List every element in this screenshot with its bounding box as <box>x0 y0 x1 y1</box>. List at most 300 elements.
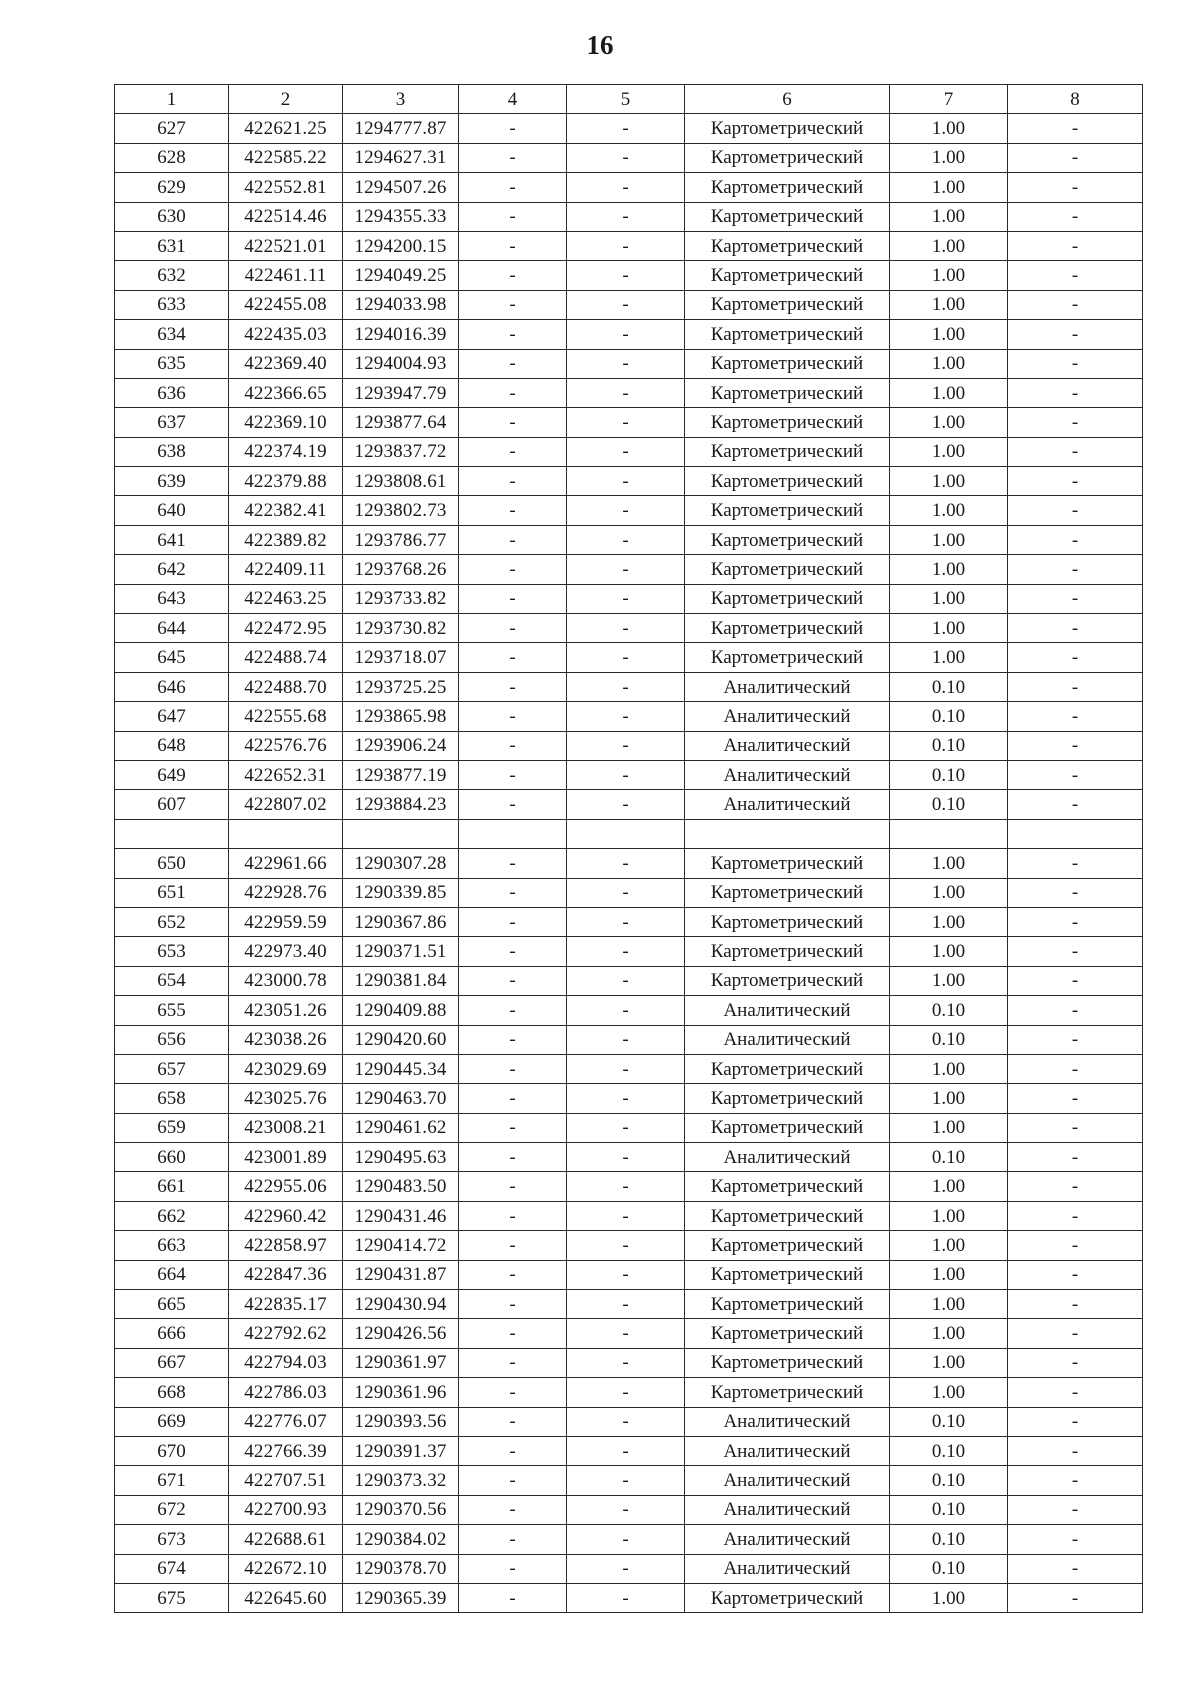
cell-method: Картометрический <box>685 1201 890 1230</box>
cell-col-4: - <box>459 1054 567 1083</box>
cell-y-coordinate: 1290461.62 <box>343 1113 459 1142</box>
cell-point-number: 647 <box>115 702 229 731</box>
cell-col-4: - <box>459 1348 567 1377</box>
cell-method: Аналитический <box>685 1436 890 1465</box>
cell-point-number: 632 <box>115 261 229 290</box>
cell-col-4: - <box>459 1319 567 1348</box>
cell-method: Картометрический <box>685 202 890 231</box>
cell-y-coordinate: 1290445.34 <box>343 1054 459 1083</box>
cell-x-coordinate: 422707.51 <box>229 1466 343 1495</box>
cell-col-4: - <box>459 202 567 231</box>
table-row <box>115 114 1143 143</box>
cell-method: Аналитический <box>685 996 890 1025</box>
cell-accuracy: 1.00 <box>890 555 1008 584</box>
cell-col-5: - <box>567 966 685 995</box>
cell-point-number: 656 <box>115 1025 229 1054</box>
cell-accuracy: 1.00 <box>890 1084 1008 1113</box>
cell-y-coordinate: 1290391.37 <box>343 1436 459 1465</box>
table-row <box>115 1290 1143 1319</box>
cell-col-4: - <box>459 525 567 554</box>
table-row <box>115 1260 1143 1289</box>
cell-col-8: - <box>1008 1378 1143 1407</box>
table-row <box>115 1025 1143 1054</box>
table-row <box>115 555 1143 584</box>
cell-point-number: 659 <box>115 1113 229 1142</box>
cell-x-coordinate: 422786.03 <box>229 1378 343 1407</box>
cell-col-8: - <box>1008 349 1143 378</box>
cell-y-coordinate: 1290483.50 <box>343 1172 459 1201</box>
cell-col-4: - <box>459 290 567 319</box>
cell-x-coordinate: 422955.06 <box>229 1172 343 1201</box>
cell-method: Картометрический <box>685 966 890 995</box>
cell-y-coordinate: 1290381.84 <box>343 966 459 995</box>
cell-col-8: - <box>1008 525 1143 554</box>
cell-accuracy: 1.00 <box>890 202 1008 231</box>
cell-col-4: - <box>459 760 567 789</box>
cell-col-8: - <box>1008 1260 1143 1289</box>
cell-col-5: - <box>567 907 685 936</box>
cell-y-coordinate: 1290463.70 <box>343 1084 459 1113</box>
cell-col-8: - <box>1008 173 1143 202</box>
cell-col-4: - <box>459 907 567 936</box>
cell-method: Картометрический <box>685 1378 890 1407</box>
cell-accuracy: 0.10 <box>890 702 1008 731</box>
table-row <box>115 1054 1143 1083</box>
cell-x-coordinate: 422382.41 <box>229 496 343 525</box>
cell-y-coordinate: 1294777.87 <box>343 114 459 143</box>
cell-y-coordinate: 1290393.56 <box>343 1407 459 1436</box>
cell-col-8: - <box>1008 1436 1143 1465</box>
cell-col-5: - <box>567 702 685 731</box>
cell-x-coordinate: 422960.42 <box>229 1201 343 1230</box>
cell-x-coordinate: 422973.40 <box>229 937 343 966</box>
table-body <box>115 114 1143 1613</box>
cell-accuracy: 1.00 <box>890 614 1008 643</box>
cell-col-5: - <box>567 1378 685 1407</box>
table-row <box>115 643 1143 672</box>
cell-x-coordinate <box>229 819 343 848</box>
table-row <box>115 1466 1143 1495</box>
table-row <box>115 408 1143 437</box>
cell-y-coordinate: 1293808.61 <box>343 467 459 496</box>
cell-point-number: 639 <box>115 467 229 496</box>
cell-col-5: - <box>567 1143 685 1172</box>
cell-accuracy: 0.10 <box>890 1495 1008 1524</box>
cell-col-5: - <box>567 1525 685 1554</box>
cell-col-8: - <box>1008 1172 1143 1201</box>
cell-y-coordinate: 1290365.39 <box>343 1583 459 1612</box>
cell-col-4: - <box>459 1260 567 1289</box>
cell-accuracy: 1.00 <box>890 349 1008 378</box>
cell-y-coordinate: 1293865.98 <box>343 702 459 731</box>
cell-col-8: - <box>1008 1525 1143 1554</box>
table-row <box>115 1436 1143 1465</box>
cell-x-coordinate: 423038.26 <box>229 1025 343 1054</box>
cell-point-number: 628 <box>115 143 229 172</box>
table-row <box>115 584 1143 613</box>
cell-accuracy: 1.00 <box>890 1172 1008 1201</box>
cell-col-8: - <box>1008 937 1143 966</box>
cell-point-number: 653 <box>115 937 229 966</box>
table-row <box>115 496 1143 525</box>
cell-accuracy: 1.00 <box>890 114 1008 143</box>
cell-col-8: - <box>1008 672 1143 701</box>
cell-col-8: - <box>1008 790 1143 819</box>
cell-col-8: - <box>1008 378 1143 407</box>
cell-col-8: - <box>1008 1290 1143 1319</box>
cell-col-5: - <box>567 1231 685 1260</box>
cell-col-5: - <box>567 1436 685 1465</box>
cell-accuracy: 1.00 <box>890 1054 1008 1083</box>
cell-col-8: - <box>1008 143 1143 172</box>
cell-method: Аналитический <box>685 1025 890 1054</box>
cell-y-coordinate: 1290384.02 <box>343 1525 459 1554</box>
cell-x-coordinate: 422835.17 <box>229 1290 343 1319</box>
cell-y-coordinate: 1294355.33 <box>343 202 459 231</box>
cell-col-5: - <box>567 1260 685 1289</box>
cell-x-coordinate: 422807.02 <box>229 790 343 819</box>
cell-accuracy: 1.00 <box>890 1290 1008 1319</box>
cell-point-number: 672 <box>115 1495 229 1524</box>
cell-col-8: - <box>1008 231 1143 260</box>
cell-accuracy: 1.00 <box>890 290 1008 319</box>
cell-col-5: - <box>567 1172 685 1201</box>
cell-x-coordinate: 423051.26 <box>229 996 343 1025</box>
cell-col-8: - <box>1008 1319 1143 1348</box>
cell-method: Картометрический <box>685 173 890 202</box>
cell-x-coordinate: 422555.68 <box>229 702 343 731</box>
cell-method: Аналитический <box>685 731 890 760</box>
table-row <box>115 849 1143 878</box>
cell-x-coordinate: 422585.22 <box>229 143 343 172</box>
cell-col-5: - <box>567 1054 685 1083</box>
cell-point-number: 634 <box>115 320 229 349</box>
cell-x-coordinate: 422552.81 <box>229 173 343 202</box>
cell-col-5: - <box>567 1348 685 1377</box>
cell-col-8: - <box>1008 849 1143 878</box>
cell-point-number: 629 <box>115 173 229 202</box>
cell-col-5: - <box>567 1113 685 1142</box>
cell-col-8: - <box>1008 1466 1143 1495</box>
cell-y-coordinate: 1293768.26 <box>343 555 459 584</box>
cell-col-8: - <box>1008 496 1143 525</box>
cell-col-4: - <box>459 496 567 525</box>
cell-col-4: - <box>459 1495 567 1524</box>
cell-method: Аналитический <box>685 702 890 731</box>
cell-col-8: - <box>1008 1495 1143 1524</box>
cell-y-coordinate: 1290431.46 <box>343 1201 459 1230</box>
table-row <box>115 1525 1143 1554</box>
cell-method: Картометрический <box>685 408 890 437</box>
cell-col-4: - <box>459 114 567 143</box>
cell-col-5: - <box>567 349 685 378</box>
cell-point-number: 630 <box>115 202 229 231</box>
table-row <box>115 1113 1143 1142</box>
cell-col-5: - <box>567 1495 685 1524</box>
cell-method: Аналитический <box>685 1525 890 1554</box>
cell-method: Картометрический <box>685 555 890 584</box>
cell-col-4: - <box>459 1554 567 1583</box>
cell-x-coordinate: 422792.62 <box>229 1319 343 1348</box>
cell-col-8: - <box>1008 584 1143 613</box>
cell-accuracy: 1.00 <box>890 143 1008 172</box>
cell-method: Картометрический <box>685 496 890 525</box>
cell-x-coordinate: 422488.74 <box>229 643 343 672</box>
cell-point-number: 645 <box>115 643 229 672</box>
cell-col-4: - <box>459 1172 567 1201</box>
table-row <box>115 731 1143 760</box>
cell-col-8: - <box>1008 996 1143 1025</box>
cell-col-5: - <box>567 1554 685 1583</box>
cell-x-coordinate: 422369.10 <box>229 408 343 437</box>
cell-y-coordinate: 1290431.87 <box>343 1260 459 1289</box>
cell-col-8: - <box>1008 408 1143 437</box>
cell-method: Картометрический <box>685 643 890 672</box>
cell-col-4: - <box>459 261 567 290</box>
cell-col-8: - <box>1008 1554 1143 1583</box>
cell-col-4: - <box>459 1084 567 1113</box>
header-cell-7: 7 <box>890 85 1008 114</box>
cell-col-5 <box>567 819 685 848</box>
cell-point-number: 654 <box>115 966 229 995</box>
cell-y-coordinate: 1290430.94 <box>343 1290 459 1319</box>
cell-method: Картометрический <box>685 1260 890 1289</box>
cell-x-coordinate: 422389.82 <box>229 525 343 554</box>
cell-col-5: - <box>567 672 685 701</box>
cell-y-coordinate: 1293718.07 <box>343 643 459 672</box>
cell-col-4: - <box>459 555 567 584</box>
cell-point-number: 667 <box>115 1348 229 1377</box>
cell-point-number: 644 <box>115 614 229 643</box>
cell-x-coordinate: 422776.07 <box>229 1407 343 1436</box>
cell-x-coordinate: 422766.39 <box>229 1436 343 1465</box>
table-row <box>115 525 1143 554</box>
cell-col-8: - <box>1008 731 1143 760</box>
cell-col-4: - <box>459 467 567 496</box>
cell-col-8: - <box>1008 1025 1143 1054</box>
cell-accuracy: 1.00 <box>890 1378 1008 1407</box>
cell-method: Картометрический <box>685 114 890 143</box>
cell-accuracy: 1.00 <box>890 1348 1008 1377</box>
cell-y-coordinate: 1293884.23 <box>343 790 459 819</box>
header-cell-2: 2 <box>229 85 343 114</box>
cell-accuracy: 1.00 <box>890 584 1008 613</box>
table-row <box>115 290 1143 319</box>
cell-accuracy: 1.00 <box>890 878 1008 907</box>
cell-x-coordinate: 422366.65 <box>229 378 343 407</box>
cell-col-5: - <box>567 467 685 496</box>
table-row <box>115 1084 1143 1113</box>
cell-y-coordinate: 1293906.24 <box>343 731 459 760</box>
cell-x-coordinate: 422672.10 <box>229 1554 343 1583</box>
cell-x-coordinate: 422435.03 <box>229 320 343 349</box>
cell-y-coordinate: 1294004.93 <box>343 349 459 378</box>
cell-col-8: - <box>1008 437 1143 466</box>
table-row <box>115 437 1143 466</box>
cell-accuracy: 0.10 <box>890 1466 1008 1495</box>
table-row <box>115 937 1143 966</box>
cell-method: Картометрический <box>685 231 890 260</box>
cell-y-coordinate: 1294627.31 <box>343 143 459 172</box>
cell-point-number: 662 <box>115 1201 229 1230</box>
table-row <box>115 231 1143 260</box>
cell-method: Картометрический <box>685 878 890 907</box>
cell-accuracy: 0.10 <box>890 760 1008 789</box>
cell-col-5: - <box>567 731 685 760</box>
header-cell-6: 6 <box>685 85 890 114</box>
table-row <box>115 907 1143 936</box>
cell-point-number: 673 <box>115 1525 229 1554</box>
cell-y-coordinate: 1290495.63 <box>343 1143 459 1172</box>
cell-method: Картометрический <box>685 584 890 613</box>
cell-point-number: 648 <box>115 731 229 760</box>
cell-method: Картометрический <box>685 143 890 172</box>
cell-x-coordinate: 423029.69 <box>229 1054 343 1083</box>
cell-col-5: - <box>567 143 685 172</box>
cell-point-number: 663 <box>115 1231 229 1260</box>
cell-accuracy: 1.00 <box>890 1260 1008 1289</box>
table-row <box>115 996 1143 1025</box>
table-row <box>115 467 1143 496</box>
cell-y-coordinate: 1290361.97 <box>343 1348 459 1377</box>
cell-point-number: 635 <box>115 349 229 378</box>
cell-method: Картометрический <box>685 614 890 643</box>
cell-col-4: - <box>459 320 567 349</box>
cell-y-coordinate: 1293947.79 <box>343 378 459 407</box>
table-row <box>115 349 1143 378</box>
cell-col-8: - <box>1008 1084 1143 1113</box>
cell-accuracy: 0.10 <box>890 1025 1008 1054</box>
cell-method: Картометрический <box>685 437 890 466</box>
cell-method: Картометрический <box>685 1054 890 1083</box>
cell-point-number: 674 <box>115 1554 229 1583</box>
cell-col-4: - <box>459 1231 567 1260</box>
cell-accuracy: 1.00 <box>890 525 1008 554</box>
cell-col-8: - <box>1008 320 1143 349</box>
cell-point-number: 650 <box>115 849 229 878</box>
cell-method: Картометрический <box>685 261 890 290</box>
cell-point-number: 675 <box>115 1583 229 1612</box>
cell-col-8: - <box>1008 114 1143 143</box>
table-row <box>115 702 1143 731</box>
cell-accuracy: 1.00 <box>890 1231 1008 1260</box>
cell-point-number: 642 <box>115 555 229 584</box>
cell-x-coordinate: 422645.60 <box>229 1583 343 1612</box>
cell-method: Аналитический <box>685 1143 890 1172</box>
cell-col-8: - <box>1008 1407 1143 1436</box>
table-row <box>115 1348 1143 1377</box>
cell-x-coordinate: 422794.03 <box>229 1348 343 1377</box>
cell-method: Картометрический <box>685 467 890 496</box>
header-cell-3: 3 <box>343 85 459 114</box>
cell-y-coordinate: 1293725.25 <box>343 672 459 701</box>
cell-point-number: 649 <box>115 760 229 789</box>
cell-point-number: 665 <box>115 1290 229 1319</box>
cell-col-5: - <box>567 1290 685 1319</box>
cell-col-8: - <box>1008 1348 1143 1377</box>
cell-x-coordinate: 422514.46 <box>229 202 343 231</box>
cell-accuracy: 1.00 <box>890 907 1008 936</box>
cell-x-coordinate: 422858.97 <box>229 1231 343 1260</box>
cell-col-5: - <box>567 378 685 407</box>
cell-col-5: - <box>567 496 685 525</box>
cell-col-4 <box>459 819 567 848</box>
cell-col-4: - <box>459 1290 567 1319</box>
table-row <box>115 1495 1143 1524</box>
cell-col-8: - <box>1008 614 1143 643</box>
cell-x-coordinate: 422961.66 <box>229 849 343 878</box>
cell-x-coordinate: 423001.89 <box>229 1143 343 1172</box>
cell-point-number: 651 <box>115 878 229 907</box>
cell-col-5: - <box>567 760 685 789</box>
cell-col-5: - <box>567 1407 685 1436</box>
cell-point-number: 652 <box>115 907 229 936</box>
cell-x-coordinate: 422461.11 <box>229 261 343 290</box>
table-row <box>115 261 1143 290</box>
cell-x-coordinate: 422928.76 <box>229 878 343 907</box>
cell-accuracy: 0.10 <box>890 790 1008 819</box>
cell-y-coordinate: 1293877.64 <box>343 408 459 437</box>
cell-accuracy: 0.10 <box>890 1554 1008 1583</box>
table-row <box>115 966 1143 995</box>
cell-method: Картометрический <box>685 1172 890 1201</box>
cell-method: Картометрический <box>685 937 890 966</box>
cell-point-number: 660 <box>115 1143 229 1172</box>
cell-accuracy: 0.10 <box>890 1525 1008 1554</box>
cell-x-coordinate: 422847.36 <box>229 1260 343 1289</box>
table-row <box>115 790 1143 819</box>
cell-accuracy: 1.00 <box>890 1113 1008 1142</box>
table-row <box>115 1201 1143 1230</box>
cell-col-5: - <box>567 173 685 202</box>
header-cell-8: 8 <box>1008 85 1143 114</box>
cell-x-coordinate: 422374.19 <box>229 437 343 466</box>
cell-x-coordinate: 422576.76 <box>229 731 343 760</box>
cell-col-5: - <box>567 790 685 819</box>
cell-y-coordinate: 1294507.26 <box>343 173 459 202</box>
table-row <box>115 614 1143 643</box>
cell-x-coordinate: 422455.08 <box>229 290 343 319</box>
cell-accuracy: 0.10 <box>890 1143 1008 1172</box>
cell-col-4: - <box>459 702 567 731</box>
cell-y-coordinate: 1294033.98 <box>343 290 459 319</box>
cell-accuracy: 0.10 <box>890 996 1008 1025</box>
cell-col-4: - <box>459 1201 567 1230</box>
cell-method: Картометрический <box>685 907 890 936</box>
cell-col-5: - <box>567 878 685 907</box>
cell-y-coordinate: 1290307.28 <box>343 849 459 878</box>
cell-method: Картометрический <box>685 320 890 349</box>
cell-col-4: - <box>459 790 567 819</box>
cell-accuracy: 1.00 <box>890 173 1008 202</box>
cell-point-number: 643 <box>115 584 229 613</box>
cell-x-coordinate: 422463.25 <box>229 584 343 613</box>
cell-y-coordinate: 1293786.77 <box>343 525 459 554</box>
cell-col-4: - <box>459 437 567 466</box>
cell-accuracy: 0.10 <box>890 731 1008 760</box>
header-cell-5: 5 <box>567 85 685 114</box>
cell-method <box>685 819 890 848</box>
cell-point-number: 668 <box>115 1378 229 1407</box>
cell-col-4: - <box>459 1436 567 1465</box>
cell-col-5: - <box>567 849 685 878</box>
cell-accuracy: 1.00 <box>890 408 1008 437</box>
cell-col-8: - <box>1008 878 1143 907</box>
cell-col-8: - <box>1008 760 1143 789</box>
cell-x-coordinate: 422379.88 <box>229 467 343 496</box>
cell-y-coordinate <box>343 819 459 848</box>
cell-col-5: - <box>567 114 685 143</box>
